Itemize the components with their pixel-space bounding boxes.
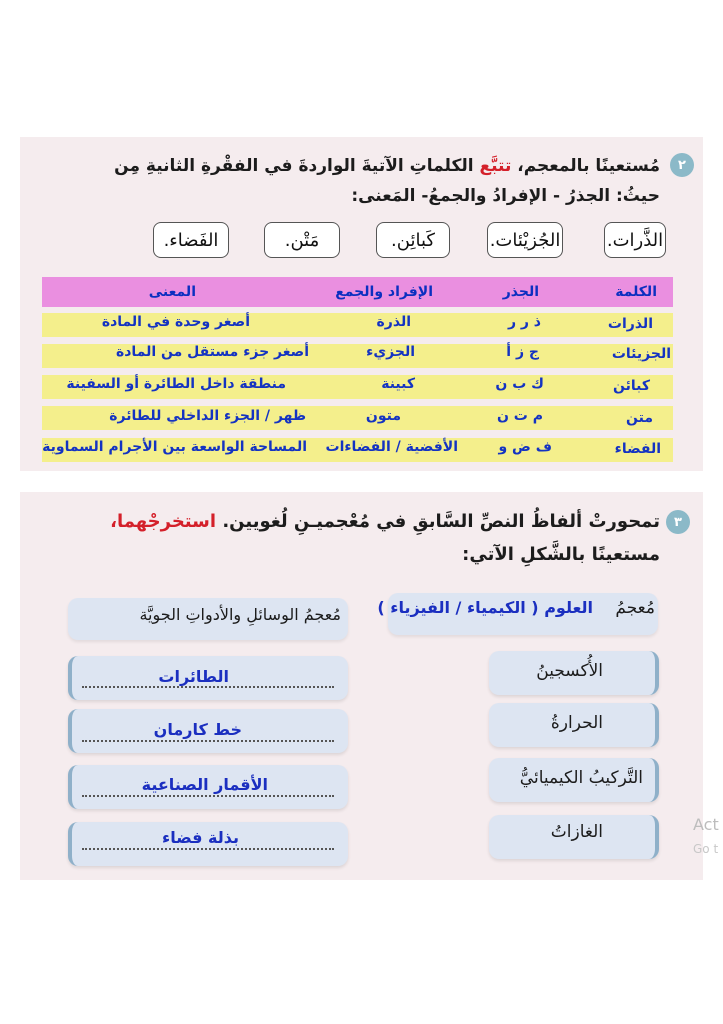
word-chip-1: الذَّرات.: [604, 222, 666, 258]
row-1-word: الذرات: [607, 316, 653, 332]
row-3-root: ك ب ن: [495, 376, 544, 392]
row-4-number: متون: [365, 408, 401, 424]
row-1-root: ذ ر ر: [507, 314, 541, 330]
row-2-word: الجزيئات: [611, 346, 671, 362]
word-chip-2: الجُزيْئات.: [487, 222, 563, 258]
row-4-meaning: ظهر / الجزء الداخلي للطائرة: [109, 408, 306, 424]
answer-line: [82, 740, 334, 742]
word-chip-3: كَبائِن.: [376, 222, 450, 258]
aviation-dictionary-name: مُعجمُ الوسائلِ والأدواتِ الجويَّة: [139, 605, 341, 624]
row-5-root: ف ض و: [498, 439, 552, 455]
header-meaning: المعنى: [148, 284, 196, 300]
science-item-2: الحرارةُ: [550, 713, 603, 733]
science-item-3: التَّركيبُ الكيميائيُّ: [519, 768, 643, 788]
activation-watermark-subtext: Go t: [693, 842, 719, 856]
aviation-item-4: بذلة فضاء: [162, 828, 239, 847]
question-2-number: ٢: [670, 153, 694, 177]
row-2-number: الجزيء: [366, 344, 415, 360]
science-dictionary-prefix: مُعجمُ: [615, 598, 655, 618]
instruction-verb: استخرجْهما،: [110, 511, 217, 532]
instruction-part-c: الكلماتِ الآتيةَ الواردةَ في الفقْرةِ الثانيةِ مِن: [114, 156, 474, 176]
header-word: الكلمة: [615, 284, 657, 300]
row-4-word: متن: [626, 410, 653, 426]
word-chip-5: الفَضاء.: [153, 222, 229, 258]
answer-line: [82, 795, 334, 797]
question-2-line-1: [114, 156, 660, 176]
word-chip-4: مَتْن.: [264, 222, 340, 258]
row-4-root: م ت ن: [496, 408, 543, 424]
instruction-part-a: مُستعينًا بالمعجم،: [517, 156, 660, 176]
aviation-item-1: الطائرات: [158, 667, 229, 686]
science-item-4: الغازاتُ: [550, 822, 603, 842]
question-3-number: ٣: [666, 510, 690, 534]
science-item-1: الأُكسجينُ: [536, 661, 603, 681]
question-2-line-2: حيثُ: الجذرُ - الإفرادُ والجمعُ- المَعنى:: [351, 186, 660, 206]
row-1-number: الذرة: [376, 314, 411, 330]
activation-watermark: Act: [693, 815, 719, 834]
row-3-meaning: منطقة داخل الطائرة أو السفينة: [66, 376, 286, 392]
aviation-item-2: خط كارمان: [153, 720, 242, 739]
science-dictionary-name: العلوم ( الكيمياء / الفيزياء ): [377, 598, 593, 617]
header-root: الجذر: [502, 284, 539, 300]
row-5-meaning: المساحة الواسعة بين الأجرام السماوية: [42, 439, 307, 455]
instruction-part-a: تمحورتْ ألفاظُ النصِّ السَّابقِ في مُعْجميـنِ لُغويين.: [222, 511, 660, 532]
aviation-item-3: الأقمار الصناعية: [141, 775, 268, 794]
row-5-number: الأفضية / الفضاءات: [325, 439, 458, 455]
question-3-line-1: [110, 511, 660, 532]
instruction-verb: تتبَّع: [479, 156, 512, 176]
header-singular-plural: الإفراد والجمع: [335, 284, 433, 300]
row-5-word: الفضاء: [614, 441, 661, 457]
row-3-number: كبينة: [381, 376, 415, 392]
row-1-meaning: أصغر وحدة في المادة: [101, 314, 250, 330]
row-3-word: كبائن: [613, 378, 650, 394]
answer-line: [82, 848, 334, 850]
row-2-meaning: أصغر جزء مستقل من المادة: [115, 344, 309, 360]
row-2-root: ج ز أ: [506, 344, 539, 360]
answer-line: [82, 686, 334, 688]
question-3-line-2: مستعينًا بالشَّكلِ الآتي:: [462, 544, 660, 565]
